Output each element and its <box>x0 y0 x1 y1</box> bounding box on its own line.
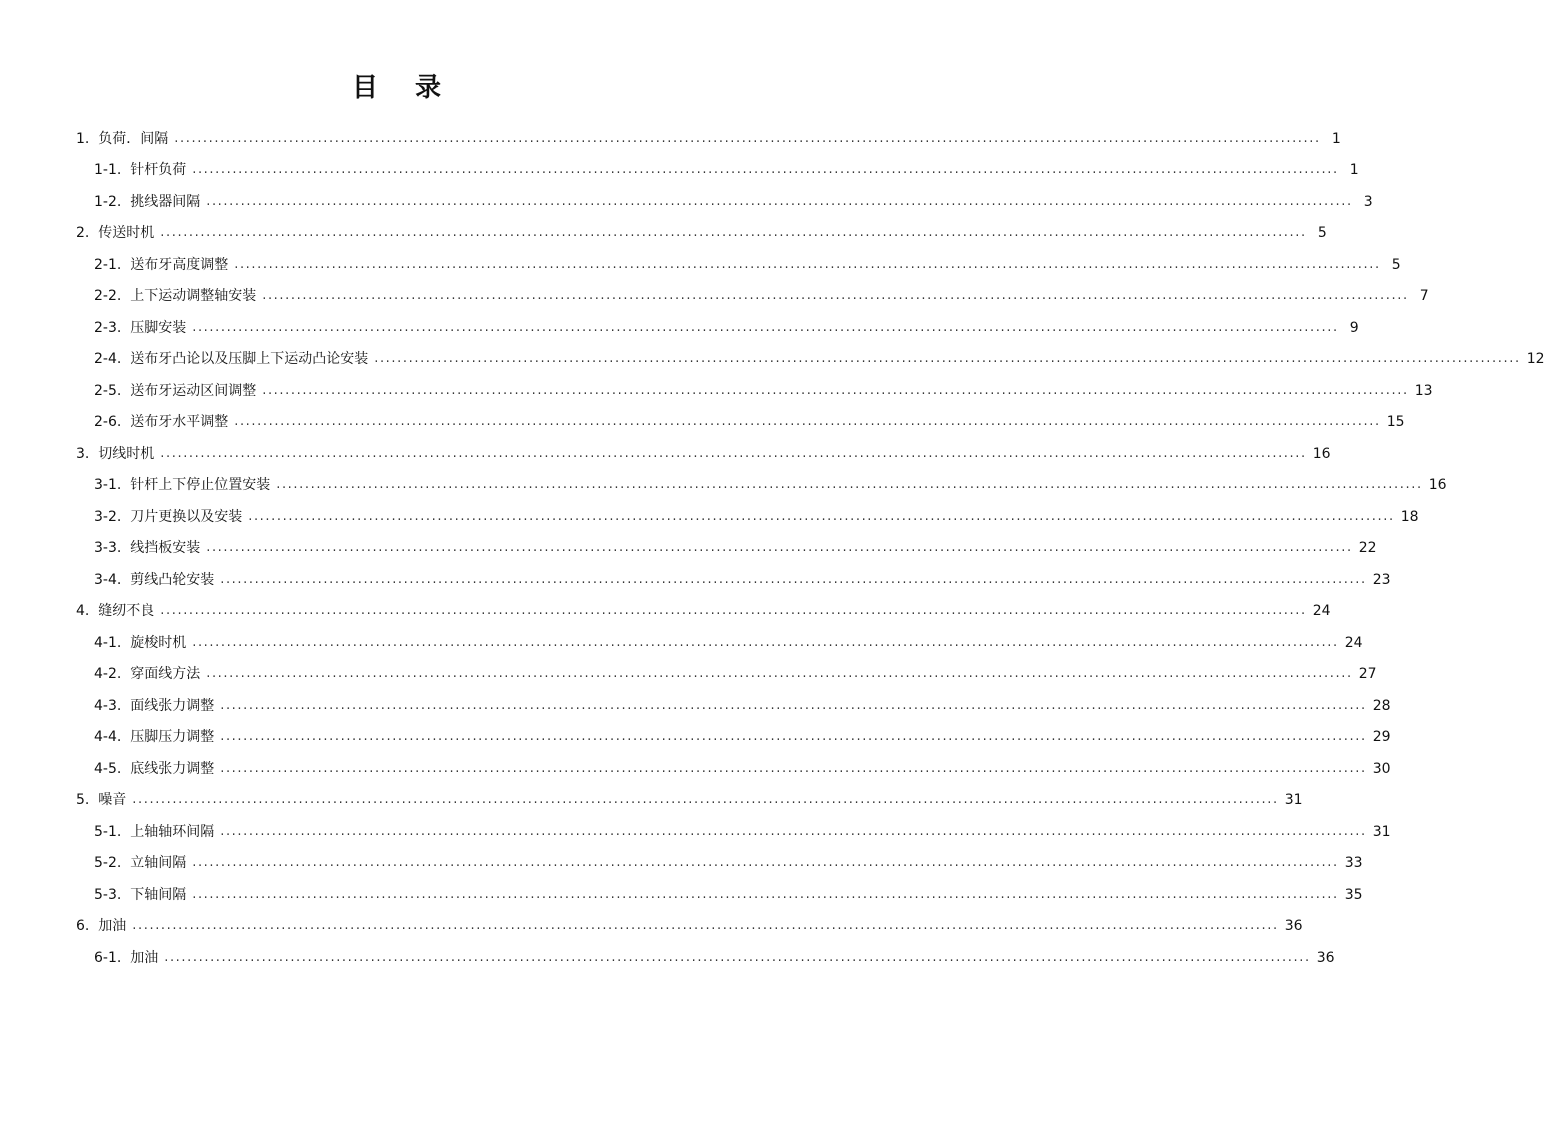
toc-section-entry[interactable] <box>0 848 1363 880</box>
dot-leader: ........................................................................................................................................................................................................ <box>206 666 1353 682</box>
toc-entry-number: 4. <box>76 603 99 620</box>
toc-entry-number: 5-2. <box>94 855 131 872</box>
toc-section-entry[interactable] <box>0 501 1419 533</box>
toc-entry-page: 15 <box>1386 414 1405 431</box>
toc-entry-label: 针杆负荷 <box>130 162 187 179</box>
toc-entry-label: 送布牙运动区间调整 <box>130 382 257 399</box>
toc-section-entry[interactable] <box>0 690 1391 722</box>
toc-entry-number: 4-5. <box>94 760 131 777</box>
toc-entry-page: 16 <box>1312 445 1331 462</box>
toc-chapter-entry[interactable] <box>0 438 1331 470</box>
toc-entry-label: 上下运动调整轴安装 <box>130 288 257 305</box>
dot-leader: ........................................................................................................................................................................................................ <box>206 540 1353 556</box>
toc-entry-label: 穿面线方法 <box>130 666 201 683</box>
dot-leader: ........................................................................................................................................................................................................ <box>262 382 1409 398</box>
toc-entry-label: 针杆上下停止位置安装 <box>130 477 271 494</box>
toc-entry-page: 36 <box>1284 918 1303 935</box>
dot-leader: ........................................................................................................................................................................................................ <box>132 918 1279 934</box>
dot-leader: ........................................................................................................................................................................................................ <box>160 445 1307 461</box>
toc-entry-page: 23 <box>1372 571 1391 588</box>
toc-entry-page: 1 <box>1349 162 1359 179</box>
toc-section-entry[interactable] <box>0 344 1545 376</box>
toc-entry-label: 送布牙凸论以及压脚上下运动凸论安装 <box>130 351 369 368</box>
dot-leader: ........................................................................................................................................................................................................ <box>262 288 1409 304</box>
toc-section-entry[interactable] <box>0 722 1391 754</box>
toc-entry-label: 立轴间隔 <box>130 855 187 872</box>
toc-entry-label: 挑线器间隔 <box>130 193 201 210</box>
toc-entry-label: 下轴间隔 <box>130 886 187 903</box>
toc-entry-page: 18 <box>1400 508 1419 525</box>
toc-entry-page: 7 <box>1419 288 1429 305</box>
toc-entry-number: 3-1. <box>94 477 131 494</box>
toc-section-entry[interactable] <box>0 564 1391 596</box>
toc-entry-label: 线挡板安装 <box>130 540 201 557</box>
toc-entry-number: 3-3. <box>94 540 131 557</box>
dot-leader: ........................................................................................................................................................................................................ <box>192 886 1339 902</box>
toc-section-entry[interactable] <box>0 249 1401 281</box>
toc-entry-label: 旋梭时机 <box>130 634 187 651</box>
dot-leader: ........................................................................................................................................................................................................ <box>206 193 1353 209</box>
toc-entry-label: 刀片更换以及安装 <box>130 508 243 525</box>
toc-entry-page: 16 <box>1428 477 1447 494</box>
toc-entry-page: 33 <box>1344 855 1363 872</box>
toc-entry-label: 加油 <box>98 918 127 935</box>
toc-entry-label: 面线张力调整 <box>130 697 215 714</box>
toc-entry-number: 4-2. <box>94 666 131 683</box>
toc-section-entry[interactable] <box>0 155 1359 187</box>
dot-leader: ........................................................................................................................................................................................................ <box>220 760 1367 776</box>
toc-entry-number: 2. <box>76 225 99 242</box>
page-title: 目 录 <box>351 73 456 103</box>
dot-leader: ........................................................................................................................................................................................................ <box>220 697 1367 713</box>
toc-entry-number: 2-6. <box>94 414 131 431</box>
dot-leader: ........................................................................................................................................................................................................ <box>192 319 1339 335</box>
toc-entry-number: 6. <box>76 918 99 935</box>
toc-entry-number: 2-1. <box>94 256 131 273</box>
dot-leader: ........................................................................................................................................................................................................ <box>248 508 1395 524</box>
dot-leader: ........................................................................................................................................................................................................ <box>374 351 1521 367</box>
toc-entry-number: 1-1. <box>94 162 131 179</box>
toc-entry-number: 1-2. <box>94 193 131 210</box>
toc-section-entry[interactable] <box>0 186 1373 218</box>
toc-entry-page: 22 <box>1358 540 1377 557</box>
dot-leader: ........................................................................................................................................................................................................ <box>276 477 1423 493</box>
toc-section-entry[interactable] <box>0 407 1405 439</box>
toc-entry-number: 5. <box>76 792 99 809</box>
toc-entry-label: 缝纫不良 <box>98 603 155 620</box>
toc-chapter-entry[interactable] <box>0 785 1303 817</box>
dot-leader: ........................................................................................................................................................................................................ <box>132 792 1279 808</box>
toc-entry-number: 4-4. <box>94 729 131 746</box>
toc-entry-page: 5 <box>1317 225 1327 242</box>
dot-leader: ........................................................................................................................................................................................................ <box>164 949 1311 965</box>
toc-entry-label: 切线时机 <box>98 445 155 462</box>
toc-entry-page: 12 <box>1526 351 1545 368</box>
toc-section-entry[interactable] <box>0 281 1429 313</box>
toc-entry-label: 剪线凸轮安装 <box>130 571 215 588</box>
toc-entry-number: 2-4. <box>94 351 131 368</box>
toc-entry-page: 28 <box>1372 697 1391 714</box>
dot-leader: ........................................................................................................................................................................................................ <box>220 729 1367 745</box>
toc-entry-label: 噪音 <box>98 792 127 809</box>
toc-entry-label: 负荷．间隔 <box>98 130 169 147</box>
toc-entry-page: 13 <box>1414 382 1433 399</box>
toc-entry-page: 24 <box>1312 603 1331 620</box>
dot-leader: ........................................................................................................................................................................................................ <box>234 256 1381 272</box>
toc-section-entry[interactable] <box>0 627 1363 659</box>
toc-entry-number: 2-2. <box>94 288 131 305</box>
toc-section-entry[interactable] <box>0 312 1359 344</box>
toc-entry-page: 1 <box>1331 130 1341 147</box>
dot-leader: ........................................................................................................................................................................................................ <box>192 162 1339 178</box>
toc-entry-page: 36 <box>1316 949 1335 966</box>
toc-chapter-entry[interactable] <box>0 123 1341 155</box>
dot-leader: ........................................................................................................................................................................................................ <box>160 603 1307 619</box>
toc-entry-page: 31 <box>1284 792 1303 809</box>
toc-entry-page: 5 <box>1391 256 1401 273</box>
toc-entry-number: 5-1. <box>94 823 131 840</box>
toc-entry-page: 30 <box>1372 760 1391 777</box>
dot-leader: ........................................................................................................................................................................................................ <box>192 634 1339 650</box>
toc-entry-number: 3-2. <box>94 508 131 525</box>
toc-entry-number: 5-3. <box>94 886 131 903</box>
toc-entry-page: 27 <box>1358 666 1377 683</box>
toc-entry-page: 29 <box>1372 729 1391 746</box>
dot-leader: ........................................................................................................................................................................................................ <box>234 414 1381 430</box>
toc-section-entry[interactable] <box>0 879 1363 911</box>
toc-entry-number: 3. <box>76 445 99 462</box>
toc-section-entry[interactable] <box>0 942 1335 974</box>
dot-leader: ........................................................................................................................................................................................................ <box>220 823 1367 839</box>
dot-leader: ........................................................................................................................................................................................................ <box>192 855 1339 871</box>
toc-entry-number: 2-5. <box>94 382 131 399</box>
toc-entry-page: 9 <box>1349 319 1359 336</box>
toc-entry-number: 6-1. <box>94 949 131 966</box>
toc-section-entry[interactable] <box>0 375 1433 407</box>
toc-entry-number: 1. <box>76 130 99 147</box>
toc-entry-label: 送布牙水平调整 <box>130 414 229 431</box>
toc-section-entry[interactable] <box>0 470 1447 502</box>
toc-entry-page: 35 <box>1344 886 1363 903</box>
toc-chapter-entry[interactable] <box>0 596 1331 628</box>
toc-entry-number: 2-3. <box>94 319 131 336</box>
toc-chapter-entry[interactable] <box>0 911 1303 943</box>
toc-entry-number: 4-3. <box>94 697 131 714</box>
toc-entry-label: 送布牙高度调整 <box>130 256 229 273</box>
toc-entry-label: 上轴轴环间隔 <box>130 823 215 840</box>
toc-section-entry[interactable] <box>0 753 1391 785</box>
dot-leader: ........................................................................................................................................................................................................ <box>174 130 1321 146</box>
toc-section-entry[interactable] <box>0 533 1377 565</box>
toc-entry-page: 3 <box>1363 193 1373 210</box>
toc-entry-label: 加油 <box>130 949 159 966</box>
toc-entry-label: 压脚压力调整 <box>130 729 215 746</box>
dot-leader: ........................................................................................................................................................................................................ <box>160 225 1307 241</box>
toc-chapter-entry[interactable] <box>0 218 1327 250</box>
toc-entry-number: 4-1. <box>94 634 131 651</box>
dot-leader: ........................................................................................................................................................................................................ <box>220 571 1367 587</box>
toc-entry-label: 底线张力调整 <box>130 760 215 777</box>
toc-section-entry[interactable] <box>0 659 1377 691</box>
toc-entry-label: 压脚安装 <box>130 319 187 336</box>
toc-entry-label: 传送时机 <box>98 225 155 242</box>
toc-section-entry[interactable] <box>0 816 1391 848</box>
toc-entry-page: 31 <box>1372 823 1391 840</box>
toc-entry-page: 24 <box>1344 634 1363 651</box>
toc-entry-number: 3-4. <box>94 571 131 588</box>
